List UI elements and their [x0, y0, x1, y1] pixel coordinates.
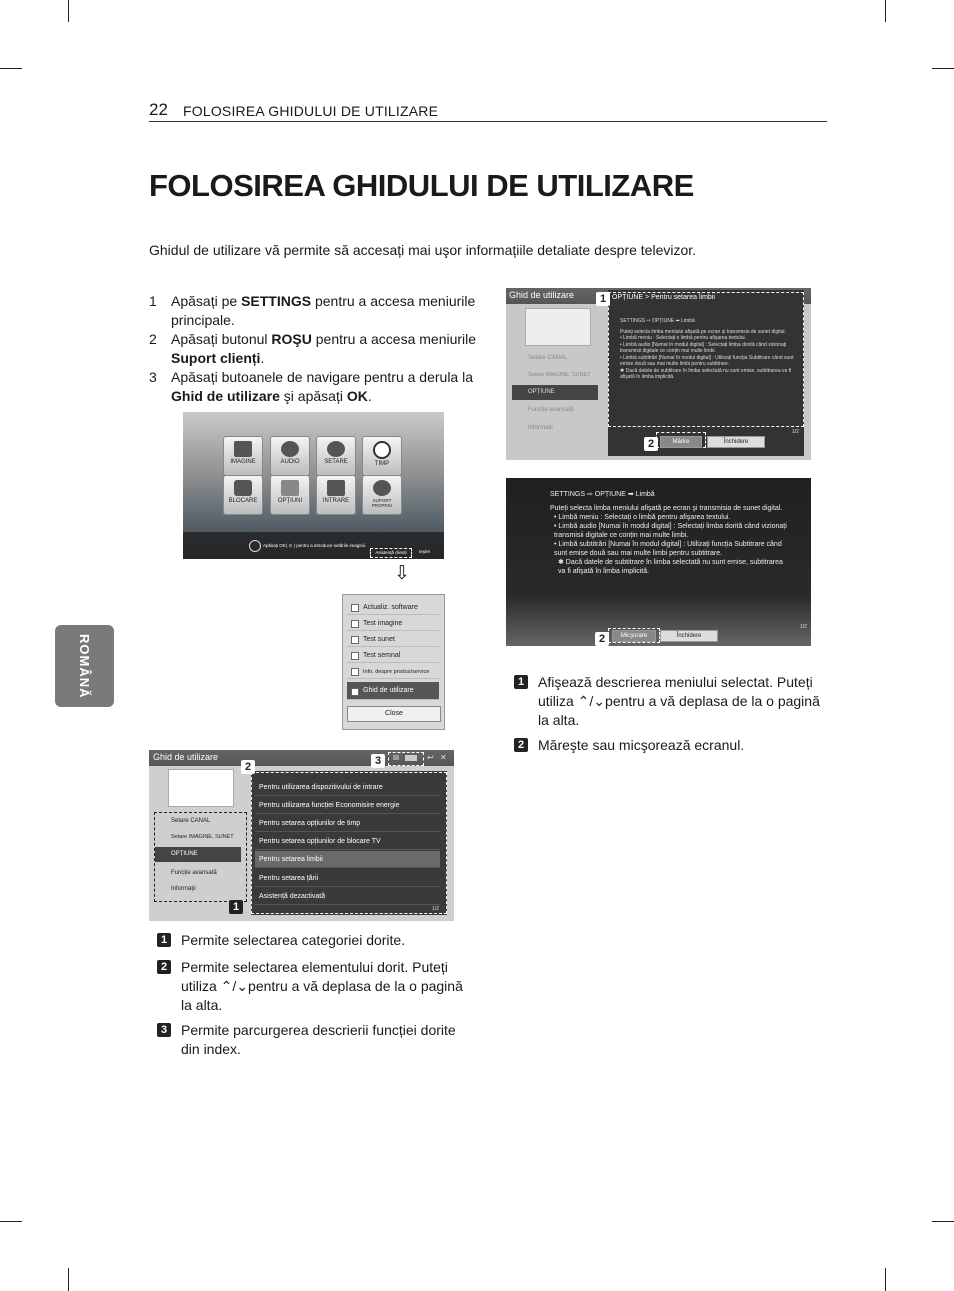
menu-item-label: Test imagine — [363, 620, 403, 627]
book-icon — [351, 688, 359, 696]
menu-item-test-imagine[interactable] — [347, 617, 439, 631]
category-label: Informații — [171, 886, 196, 892]
crop-mark — [68, 1268, 69, 1291]
tile-label: SUPORT PROPRIU — [371, 498, 393, 508]
menu-item-label: Test sunet — [363, 636, 395, 643]
menu-item-label: Ghid de utilizare — [363, 687, 414, 694]
step-number: 1 — [149, 293, 157, 309]
page-number: 22 — [149, 100, 168, 119]
category-label: Setare CANAL — [171, 818, 211, 824]
step-1 — [149, 292, 479, 330]
tile-timp[interactable] — [362, 436, 402, 476]
detail-line: • Limbă meniu : Selectați o limbă pentru afişarea textului. — [620, 335, 746, 341]
guide-legend-2 — [157, 958, 467, 1015]
support-menu-shot — [342, 594, 445, 730]
zoom-out-button[interactable]: Micşorare — [612, 630, 656, 642]
callout-1 — [229, 897, 243, 915]
guide-legend-1 — [157, 931, 467, 950]
detail-line: Puteți selecta limba meniului afişată pe ecran şi transmisia de sunet digital. — [620, 328, 786, 335]
options-icon — [281, 480, 299, 496]
guide-screen-shot — [149, 750, 454, 921]
tv-icon — [234, 441, 252, 457]
legend-badge: 1 — [514, 675, 528, 689]
detail-page-indicator: 1/2 — [792, 429, 799, 435]
input-cable-icon — [327, 480, 345, 496]
guide-item[interactable] — [255, 833, 440, 850]
tile-blocare[interactable] — [223, 475, 263, 515]
category-avansata[interactable] — [512, 403, 598, 418]
category-label: Informații — [528, 425, 553, 431]
arrow-down-icon: ⇩ — [394, 563, 410, 584]
step-text: Apăsați butonul — [171, 331, 272, 347]
step-bold: ROŞU — [271, 331, 312, 347]
guide-item-label: Pentru utilizarea funcției Economisire energie — [259, 802, 400, 809]
detail-title: Ghid de utilizare — [509, 290, 575, 300]
menu-item-software[interactable] — [347, 601, 439, 615]
category-canal[interactable] — [512, 351, 598, 366]
ok-button-icon — [249, 540, 261, 552]
support-icon — [373, 480, 391, 496]
tile-setare[interactable] — [316, 436, 356, 476]
zoom-line: ✱ Dacă datele de subtitrare în limba selectată nu sunt emise, subtitrarea va fi afişată în limba implicită. — [558, 559, 783, 575]
checkbox-icon — [351, 636, 359, 644]
detail-legend-1 — [514, 673, 824, 730]
zoom-screen-shot — [506, 478, 811, 646]
exit-button[interactable]: Ieşire — [419, 549, 431, 554]
checkbox-icon — [351, 652, 359, 660]
guide-legend-3 — [157, 1021, 467, 1059]
clock-icon — [373, 441, 391, 459]
callout-badge: 2 — [595, 632, 609, 646]
category-label: Funcție avansată — [171, 870, 217, 876]
category-optiune[interactable] — [512, 385, 598, 400]
category-label: Funcție avansată — [528, 407, 574, 413]
detail-breadcrumb: OPȚIUNE > Pentru setarea limbii — [612, 294, 715, 301]
step-bold: Suport clienți — [171, 350, 261, 366]
tile-label: IMAGINE — [230, 459, 256, 465]
callout-2 — [241, 757, 255, 775]
step-text: pentru a accesa meniurile principale. — [171, 293, 476, 328]
tile-optiuni[interactable] — [270, 475, 310, 515]
menu-item-test-sunet[interactable] — [347, 633, 439, 647]
running-header: FOLOSIREA GHIDULUI DE UTILIZARE — [183, 103, 439, 119]
zoom-line: • Limbă audio [Numai în modul digital] : Selectați limba dorită când vizionați transmisii digitale ce conțin mai multe limbi. — [554, 523, 787, 539]
legend-text: Afişează descrierea meniului selectat. Puteți utiliza ⌃/⌄pentru a vă deplasa de la o pagină la alta. — [538, 674, 820, 728]
zoom-in-button[interactable]: Mărire — [660, 436, 702, 448]
header-rule — [149, 121, 827, 122]
category-imagine-sunet[interactable] — [512, 368, 598, 383]
category-canal[interactable] — [155, 814, 241, 829]
menu-item-ghid[interactable] — [347, 682, 439, 700]
legend-badge: 2 — [514, 738, 528, 752]
step-text: şi apăsați — [279, 388, 347, 404]
callout-badge: 3 — [371, 754, 385, 768]
tile-imagine[interactable] — [223, 436, 263, 476]
callout-badge: 2 — [241, 760, 255, 774]
detail-line: • Limbă audio [Numai în modul digital] : Selectați limba dorită când vizionați transmisii digitale ce conțin mai multe limbi. — [620, 341, 787, 354]
menu-item-label: Info. despre produs/service — [363, 669, 430, 675]
category-label: Setare IMAGINE, SUNET — [528, 372, 591, 378]
legend-text: Permite selectarea categoriei dorite. — [181, 932, 406, 948]
tile-audio[interactable] — [270, 436, 310, 476]
close-icon[interactable]: ✕ — [440, 753, 447, 762]
language-tab — [55, 625, 114, 707]
checkbox-icon — [351, 620, 359, 628]
callout-badge: 1 — [596, 292, 610, 306]
close-button[interactable]: Închidere — [660, 630, 718, 642]
zoom-description — [550, 490, 790, 576]
category-informatii[interactable] — [512, 421, 598, 436]
legend-text: Măreşte sau micşorează ecranul. — [538, 737, 745, 753]
lock-icon — [234, 480, 252, 496]
guide-item[interactable] — [255, 888, 440, 905]
step-number: 3 — [149, 369, 157, 385]
crop-mark — [885, 0, 886, 22]
guide-item-selected[interactable] — [255, 851, 440, 868]
detail-legend-2 — [514, 736, 824, 755]
guide-title: Ghid de utilizare — [153, 752, 219, 762]
step-text: Apăsați pe — [171, 293, 242, 309]
detail-description — [620, 318, 796, 381]
guide-item-label: Pentru setarea țării — [259, 875, 319, 882]
guide-item-label: Asistență dezactivată — [259, 893, 326, 900]
checkbox-icon — [351, 668, 359, 676]
detail-line: • Limbă subtitrări [Numai în modul digital] : Utilizați funcția Subtitrare când sunt emise două sau mai multe limbi pentru subtitrare. — [620, 354, 794, 367]
category-optiune[interactable] — [155, 847, 241, 862]
legend-text: Permite selectarea elementului dorit. Puteți utiliza ⌃/⌄pentru a vă deplasa de la o pagină la alta. — [181, 959, 463, 1013]
support-button[interactable]: Asistență clienți — [370, 548, 412, 558]
step-text: Apăsați butoanele de navigare pentru a derula la — [171, 369, 473, 385]
menu-item-test-semnal[interactable] — [347, 649, 439, 663]
category-label: OPȚIUNE — [171, 851, 198, 857]
menu-item-info[interactable] — [347, 665, 439, 679]
page-title: FOLOSIREA GHIDULUI DE UTILIZARE — [149, 168, 694, 203]
step-2 — [149, 330, 479, 368]
detail-screen-shot — [506, 288, 811, 460]
legend-text: Permite parcurgerea descrierii funcției dorite din index. — [181, 1022, 456, 1057]
callout-2 — [644, 434, 658, 452]
step-text: pentru a accesa meniurile — [311, 331, 477, 347]
crop-mark — [0, 1221, 22, 1222]
crop-mark — [68, 0, 69, 22]
zoom-path: SETTINGS ⇨ OPȚIUNE ➡ Limbă — [550, 491, 655, 498]
speaker-icon — [281, 441, 299, 457]
step-bold: OK — [346, 388, 368, 404]
callout-badge: 1 — [229, 900, 243, 914]
back-icon[interactable]: ↩ — [427, 753, 434, 762]
thumbnail — [525, 308, 591, 346]
settings-hint: Apăsați OK( ⊙ ) pentru a introduce setările imaginii. — [263, 543, 367, 548]
guide-item-label: Pentru setarea limbii — [259, 856, 323, 863]
zoom-line: • Limbă meniu : Selectați o limbă pentru afişarea textului. — [554, 514, 731, 521]
tile-suport-propriu[interactable] — [362, 475, 402, 515]
step-bold: SETTINGS — [241, 293, 312, 309]
zoom-line: Puteți selecta limba meniului afişată pe ecran şi transmisia de sunet digital. — [550, 505, 783, 512]
language-tab-label: ROMÂNĂ — [77, 633, 92, 699]
zoom-line: • Limbă subtitrări [Numai în modul digital] : Utilizați funcția Subtitrare când sunt emise două sau mai multe limbi pentru subtitrare. — [554, 541, 782, 557]
tile-label: OPȚIUNI — [277, 498, 303, 504]
tile-label: SETARE — [324, 459, 348, 465]
category-label: Setare CANAL — [528, 355, 568, 361]
guide-item[interactable] — [255, 779, 440, 796]
menu-item-label: Actualiz. software — [363, 604, 418, 611]
callout-3 — [371, 751, 385, 769]
step-text: . — [367, 388, 372, 404]
guide-item[interactable] — [255, 870, 440, 887]
crop-mark — [885, 1268, 886, 1291]
close-button[interactable]: Închidere — [707, 436, 765, 448]
category-label: OPȚIUNE — [528, 389, 555, 395]
tile-label: AUDIO — [280, 459, 300, 465]
step-bold: Ghid de utilizare — [171, 388, 280, 404]
zoom-page-indicator: 1/2 — [800, 624, 807, 630]
satellite-icon — [327, 441, 345, 457]
tile-intrare[interactable] — [316, 475, 356, 515]
intro-paragraph: Ghidul de utilizare vă permite să accesați mai uşor informațiile detaliate despre televizor. — [149, 242, 697, 258]
callout-1 — [596, 289, 610, 307]
callout-2 — [595, 629, 609, 646]
category-imagine-sunet[interactable] — [155, 830, 241, 845]
step-3 — [149, 368, 479, 406]
step-text: . — [260, 350, 265, 366]
category-label: Setare IMAGINE, SUNET — [171, 834, 234, 840]
guide-item[interactable] — [255, 815, 440, 832]
close-button[interactable]: Close — [347, 706, 441, 722]
checkbox-icon — [351, 604, 359, 612]
legend-badge: 3 — [157, 1023, 171, 1037]
steps-list — [149, 292, 479, 406]
crop-mark — [932, 68, 954, 69]
guide-item-label: Pentru utilizarea dispozitivului de intrare — [259, 784, 383, 791]
category-informatii[interactable] — [155, 882, 241, 897]
tile-label: INTRARE — [322, 498, 350, 504]
guide-item[interactable] — [255, 797, 440, 814]
step-number: 2 — [149, 331, 157, 347]
guide-page-indicator: 1/2 — [432, 906, 439, 912]
tile-label: TIMP — [374, 461, 390, 467]
legend-badge: 2 — [157, 960, 171, 974]
guide-item-label: Pentru setarea opțiunilor de blocare TV — [259, 838, 381, 845]
crop-mark — [0, 68, 22, 69]
detail-path: SETTINGS ⇨ OPȚIUNE ➡ Limbă — [620, 318, 695, 324]
thumbnail — [168, 769, 234, 807]
callout-badge: 2 — [644, 437, 658, 451]
settings-screen-shot — [183, 412, 444, 559]
category-avansata[interactable] — [155, 866, 241, 881]
menu-item-label: Test semnal — [363, 652, 401, 659]
crop-mark — [932, 1221, 954, 1222]
legend-badge: 1 — [157, 933, 171, 947]
detail-line: ✱ Dacă datele de subtitrare în limba selectată nu sunt emise, subtitrarea va fi afişată în limba implicită. — [620, 367, 792, 380]
folder-icon[interactable] — [405, 755, 417, 761]
guide-item-label: Pentru setarea opțiunilor de timp — [259, 820, 361, 827]
tile-label: BLOCARE — [228, 498, 258, 504]
index-icon[interactable] — [393, 755, 399, 760]
